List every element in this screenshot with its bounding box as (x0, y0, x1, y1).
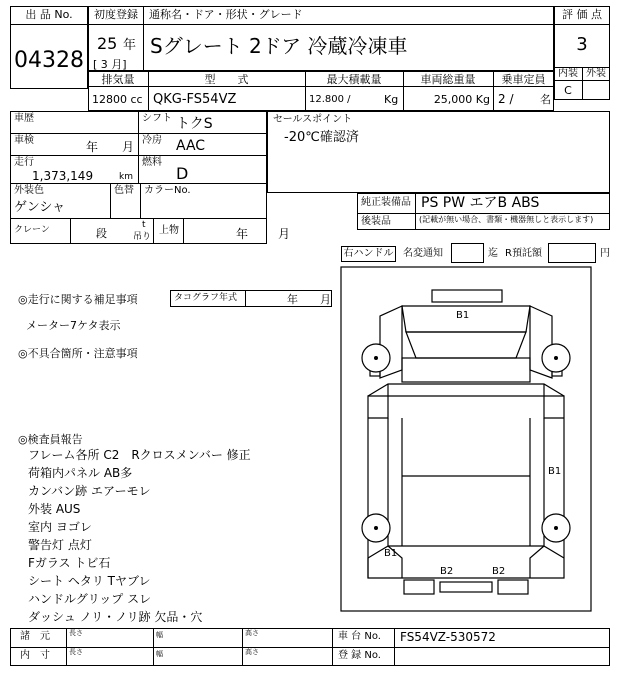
fuel-label: 燃料 (142, 157, 162, 168)
damage-mark: B2 (440, 566, 454, 577)
inspector-line: フレーム各所 C2 Rクロスメンバー 修正 (28, 448, 251, 462)
deck-label: 上物 (159, 225, 179, 236)
max-load-label: 最大積載量 (326, 73, 382, 86)
exterior-label: 外装 (586, 68, 606, 79)
truck-diagram (340, 266, 592, 612)
first-reg-label: 初度登録 (94, 8, 138, 21)
yen-label: 円 (600, 248, 610, 259)
tacho-year: 年 (287, 293, 298, 306)
color-code-label: カラーNo. (144, 185, 191, 196)
ac-value: AAC (176, 138, 206, 154)
length-label: 長さ (69, 648, 83, 656)
sales-point-label: セールスポイント (273, 114, 353, 125)
shift-label: シフト (142, 113, 172, 124)
inspector-line: カンバン跡 エアーモレ (28, 484, 151, 498)
dims-label: 諸 元 (20, 631, 50, 642)
genuine-equip-label: 純正装備品 (361, 197, 411, 208)
width-label: 幅 (156, 631, 163, 639)
year-suffix: 年 (123, 38, 137, 53)
reg-label: 登 録 No. (338, 650, 381, 661)
gross-weight-label: 車両総重量 (420, 73, 476, 86)
color-no-label: 色替 (114, 185, 134, 196)
history-label: 車歴 (14, 113, 34, 124)
interior-value: C (564, 84, 572, 97)
tacho-month: 月 (320, 293, 331, 306)
vehicle-name: Sグレート 2ドア 冷蔵冷凍車 (150, 34, 408, 58)
width-label: 幅 (156, 650, 163, 658)
sales-point-value: -20℃確認済 (284, 130, 359, 145)
tachograph-label: タコグラフ年式 (174, 293, 238, 303)
name-header: 通称名・ドア・形状・グレード (149, 8, 303, 21)
defects-label: ◎不具合箇所・注意事項 (18, 347, 138, 360)
first-reg-month: [ 3 月] (93, 58, 127, 71)
inspector-line: ダッシュ ノリ・ノリ跡 欠品・穴 (28, 610, 203, 624)
chassis-value: FS54VZ-530572 (400, 630, 496, 644)
ext-color-label: 外装色 (14, 185, 44, 196)
capacity-unit: 名 (540, 93, 551, 106)
damage-mark: B1 (384, 548, 398, 559)
inspector-line: シート ヘタリ Tヤブレ (28, 574, 151, 588)
damage-mark: B1 (456, 310, 470, 321)
deck-month: 月 (278, 227, 291, 241)
max-load-unit: Kg (384, 93, 399, 106)
grade-value: 3 (576, 34, 588, 55)
first-reg-year: 25 (97, 34, 118, 53)
inspector-line: 荷箱内パネル AB多 (28, 466, 133, 480)
gross-weight-value: 25,000 Kg (433, 93, 490, 106)
inspector-line: Fガラス トビ石 (28, 556, 111, 570)
supplement-label: ◎走行に関する補足事項 (18, 293, 138, 306)
crane-label: クレーン (14, 225, 50, 235)
inspector-line: 警告灯 点灯 (28, 538, 92, 552)
crane-lift-label: 吊り (133, 232, 152, 242)
supplement-value: メーター7ケタ表示 (26, 319, 121, 332)
interior-label: 内装 (558, 68, 578, 79)
inspection-year: 年 (86, 140, 99, 154)
truck-outline (340, 266, 592, 612)
inspector-line: 室内 ヨゴレ (28, 520, 92, 534)
model-value: QKG-FS54VZ (153, 92, 237, 107)
mileage-label: 走行 (14, 157, 34, 168)
model-label: 型 式 (204, 73, 249, 86)
mileage-unit: km (119, 172, 133, 182)
ac-label: 冷房 (142, 135, 162, 146)
shift-value: トクS (176, 116, 213, 132)
inspector-line: ハンドルグリップ スレ (28, 592, 152, 606)
rhd-label: 右ハンドル (343, 248, 394, 259)
damage-mark: B1 (548, 466, 562, 477)
fuel-value: D (176, 164, 189, 183)
crane-stage-suffix: 段 (96, 227, 107, 240)
owner-label: 迄 (488, 248, 498, 259)
mileage-value: 1,373,149 (32, 169, 94, 183)
capacity-label: 乗車定員 (501, 73, 546, 86)
damage-mark: B2 (492, 566, 506, 577)
inspection-month: 月 (122, 140, 135, 154)
length-label: 長さ (69, 629, 83, 637)
capacity-value: 2 / (498, 92, 514, 106)
aftermarket-label: 後装品 (361, 216, 391, 227)
height-label: 高さ (245, 648, 259, 656)
lot-number: 04328 (14, 48, 84, 73)
name-change-field (451, 243, 484, 263)
name-change-label: 名変通知 (403, 248, 443, 259)
chassis-label: 車 台 No. (338, 631, 381, 642)
inspector-label: ◎検査員報告 (18, 433, 83, 446)
inspection-label: 車検 (14, 135, 34, 146)
interior-dims-label: 内 寸 (20, 650, 50, 661)
displacement-value: 12800 cc (92, 93, 143, 106)
aftermarket-note: (記載が無い場合、書類・機器無しと表示します) (419, 215, 594, 224)
height-label: 高さ (245, 629, 259, 637)
crane-ton-label: t (142, 220, 146, 230)
lot-label: 出 品 No. (25, 8, 73, 21)
grade-label: 評 価 点 (562, 8, 602, 21)
r-deposit-field (548, 243, 596, 263)
displacement-label: 排気量 (101, 73, 135, 86)
ext-color-value: ゲンシャ (14, 200, 66, 215)
deck-year: 年 (236, 227, 249, 241)
genuine-equip-value: PS PW エアB ABS (421, 195, 540, 211)
r-deposit-label: R預託額 (505, 248, 542, 259)
inspector-line: 外装 AUS (28, 502, 81, 516)
max-load-value: 12.800 / (309, 94, 351, 105)
